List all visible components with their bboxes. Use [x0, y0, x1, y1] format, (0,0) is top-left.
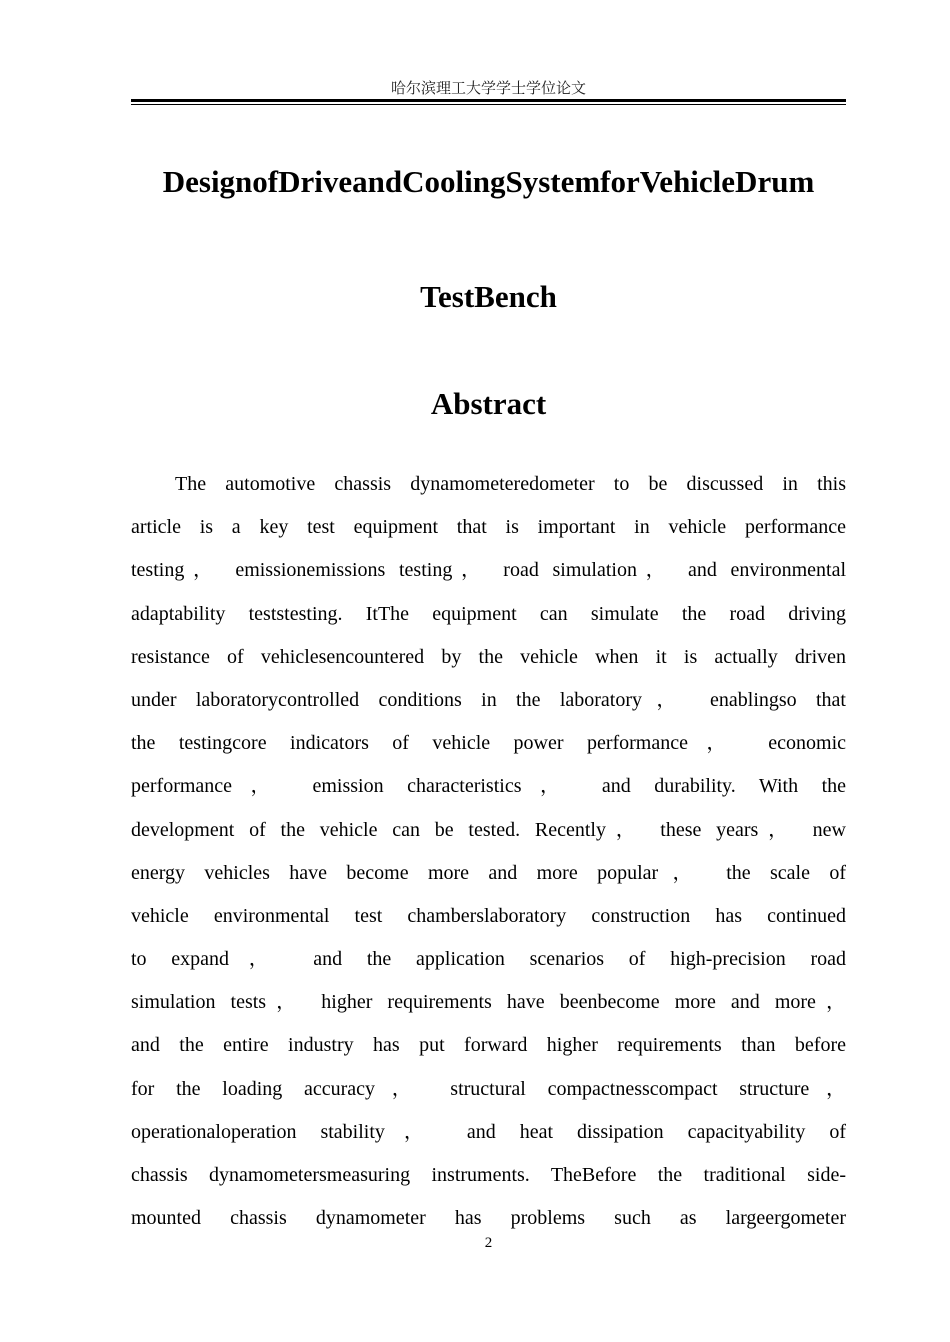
abstract-line: energy vehicles have become more and more popular， the scale of — [131, 861, 846, 884]
title-line-1: DesignofDriveandCoolingSystemforVehicleDrum — [162, 164, 815, 199]
abstract-body — [131, 463, 846, 1240]
title-line-2: TestBench — [420, 279, 557, 314]
header-rule-thin — [131, 104, 846, 105]
header-rule-thick — [131, 99, 846, 102]
abstract-line: chassis dynamometersmeasuring instruments. TheBefore the traditional side- — [131, 1164, 846, 1186]
running-header: 哈尔滨理工大学学士学位论文 — [390, 79, 586, 97]
page-number: 2 — [484, 1235, 493, 1251]
abstract-line: for the loading accuracy， structural compactnesscompact structure， — [131, 1077, 846, 1100]
abstract-line: and the entire industry has put forward higher requirements than before — [131, 1034, 846, 1057]
abstract-line: simulation tests， higher requirements have beenbecome more and more， — [131, 991, 846, 1014]
abstract-line: vehicle environmental test chamberslaboratory construction has continued — [131, 904, 846, 927]
abstract-heading: Abstract — [430, 386, 547, 421]
abstract-line: adaptability teststesting. ItThe equipment can simulate the road driving — [131, 602, 846, 625]
abstract-line: development of the vehicle can be tested. Recently， these years， new — [131, 818, 846, 841]
abstract-line: resistance of vehiclesencountered by the vehicle when it is actually driven — [131, 645, 846, 668]
abstract-line: The automotive chassis dynamometeredometer to be discussed in this — [175, 473, 846, 495]
abstract-line: article is a key test equipment that is important in vehicle performance — [131, 516, 846, 539]
abstract-line: operationaloperation stability， and heat dissipation capacityability of — [131, 1120, 846, 1143]
abstract-line: to expand， and the application scenarios of high-precision road — [131, 948, 846, 971]
abstract-line: testing， emissionemissions testing， road simulation， and environmental — [131, 559, 846, 582]
abstract-line: under laboratorycontrolled conditions in the laboratory， enablingso that — [131, 688, 846, 711]
abstract-line: performance， emission characteristics， and durability. With the — [131, 775, 846, 798]
abstract-line: the testingcore indicators of vehicle power performance， economic — [131, 732, 846, 755]
abstract-line: mounted chassis dynamometer has problems such as largeergometer — [131, 1207, 846, 1230]
